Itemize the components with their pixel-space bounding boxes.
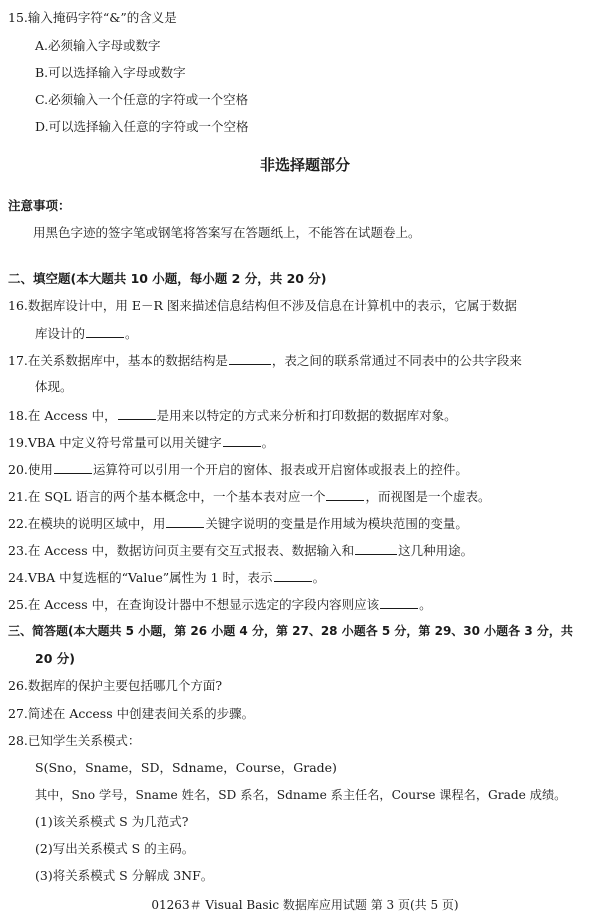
q21-text: 21.在 SQL 语言的两个基本概念中，一个基本表对应一个: [8, 489, 326, 504]
q24-end: 。: [312, 570, 326, 585]
question-21: [0, 488, 610, 505]
fill-heading: 二、填空题(本大题共 10 小题，每小题 2 分，共 20 分): [8, 271, 327, 286]
answer-blank: [166, 515, 204, 528]
q28-sub-3: (3)将关系模式 S 分解成 3NF。: [35, 868, 214, 883]
q28-schema: S(Sno，Sname，SD，Sdname，Course，Grade): [35, 760, 337, 775]
q18-text: 18.在 Access 中，: [8, 408, 117, 423]
answer-blank: [118, 407, 156, 420]
q28-sub-1: (1)该关系模式 S 为几范式?: [35, 814, 189, 829]
short-heading-line1: 三、简答题(本大题共 5 小题，第 26 小题 4 分，第 27、28 小题各 5 分，第 29、30 小题各 3 分，共: [8, 624, 573, 638]
answer-blank: [380, 596, 418, 609]
option-b: B.可以选择输入字母或数字: [35, 65, 186, 80]
q16-text: 库设计的: [35, 326, 86, 341]
q19-end: 。: [261, 435, 275, 450]
answer-blank: [326, 488, 364, 501]
section-title: 非选择题部分: [259, 156, 350, 174]
option-d: D.可以选择输入任意的字符或一个空格: [35, 119, 249, 134]
question-15-stem: 15.输入掩码字符“&”的含义是: [8, 10, 177, 25]
option-c: C.必须输入一个任意的字符或一个空格: [35, 92, 249, 107]
answer-blank: [274, 569, 312, 582]
q22-end: 关键字说明的变量是作用域为模块范围的变量。: [205, 516, 468, 531]
q28-sub-2: (2)写出关系模式 S 的主码。: [35, 841, 195, 856]
option-a: A.必须输入字母或数字: [35, 38, 161, 53]
q25-text: 25.在 Access 中，在查询设计器中不想显示选定的字段内容则应该: [8, 597, 380, 612]
notice-heading: 注意事项：: [8, 198, 71, 213]
answer-blank: [86, 325, 124, 338]
question-17-line2: 体现。: [35, 379, 73, 394]
question-23: [0, 542, 610, 559]
question-27: 27.简述在 Access 中创建表间关系的步骤。: [8, 706, 255, 721]
q22-text: 22.在模块的说明区域中，用: [8, 516, 166, 531]
q23-text: 23.在 Access 中，数据访问页主要有交互式报表、数据输入和: [8, 543, 355, 558]
q16-end: 。: [125, 326, 138, 341]
question-19: [0, 434, 610, 451]
question-16-line2: [0, 325, 610, 342]
q17-end: ，表之间的联系常通过不同表中的公共字段来: [271, 353, 522, 368]
question-28: 28.已知学生关系模式：: [8, 733, 141, 748]
answer-blank: [54, 461, 92, 474]
notice-text: 用黑色字迹的签字笔或钢笔将答案写在答题纸上，不能答在试题卷上。: [33, 225, 421, 240]
short-heading-line2: 20 分): [35, 651, 75, 666]
q20-end: 运算符可以引用一个开启的窗体、报表或开启窗体或报表上的控件。: [92, 462, 468, 477]
q24-text: 24.VBA 中复选框的“Value”属性为 1 时，表示: [8, 570, 273, 585]
q18-end: 是用来以特定的方式来分析和打印数据的数据库对象。: [156, 408, 457, 423]
q28-description: 其中，Sno 学号，Sname 姓名，SD 系名，Sdname 系主任名，Course 课程名，Grade 成绩。: [35, 788, 567, 802]
question-22: [0, 515, 610, 532]
q20-text: 20.使用: [8, 462, 53, 477]
question-25: [0, 596, 610, 613]
q17-text: 17.在关系数据库中，基本的数据结构是: [8, 353, 228, 368]
q23-end: 这几种用途。: [398, 543, 474, 558]
page-footer: 01263＃ Visual Basic 数据库应用试题 第 3 页(共 5 页): [151, 898, 459, 912]
question-24: [0, 569, 610, 586]
question-17-line1: [0, 352, 610, 369]
q25-end: 。: [419, 597, 432, 612]
q19-text: 19.VBA 中定义符号常量可以用关键字: [8, 435, 222, 450]
question-20: [0, 461, 610, 478]
answer-blank: [223, 434, 261, 447]
question-16-line1: 16.数据库设计中，用 E－R 图来描述信息结构但不涉及信息在计算机中的表示，它属于数据: [8, 298, 517, 313]
q21-end: ，而视图是一个虚表。: [365, 489, 491, 504]
answer-blank: [229, 352, 271, 365]
question-18: [0, 407, 610, 424]
answer-blank: [355, 542, 397, 555]
question-26: 26.数据库的保护主要包括哪几个方面?: [8, 678, 223, 693]
